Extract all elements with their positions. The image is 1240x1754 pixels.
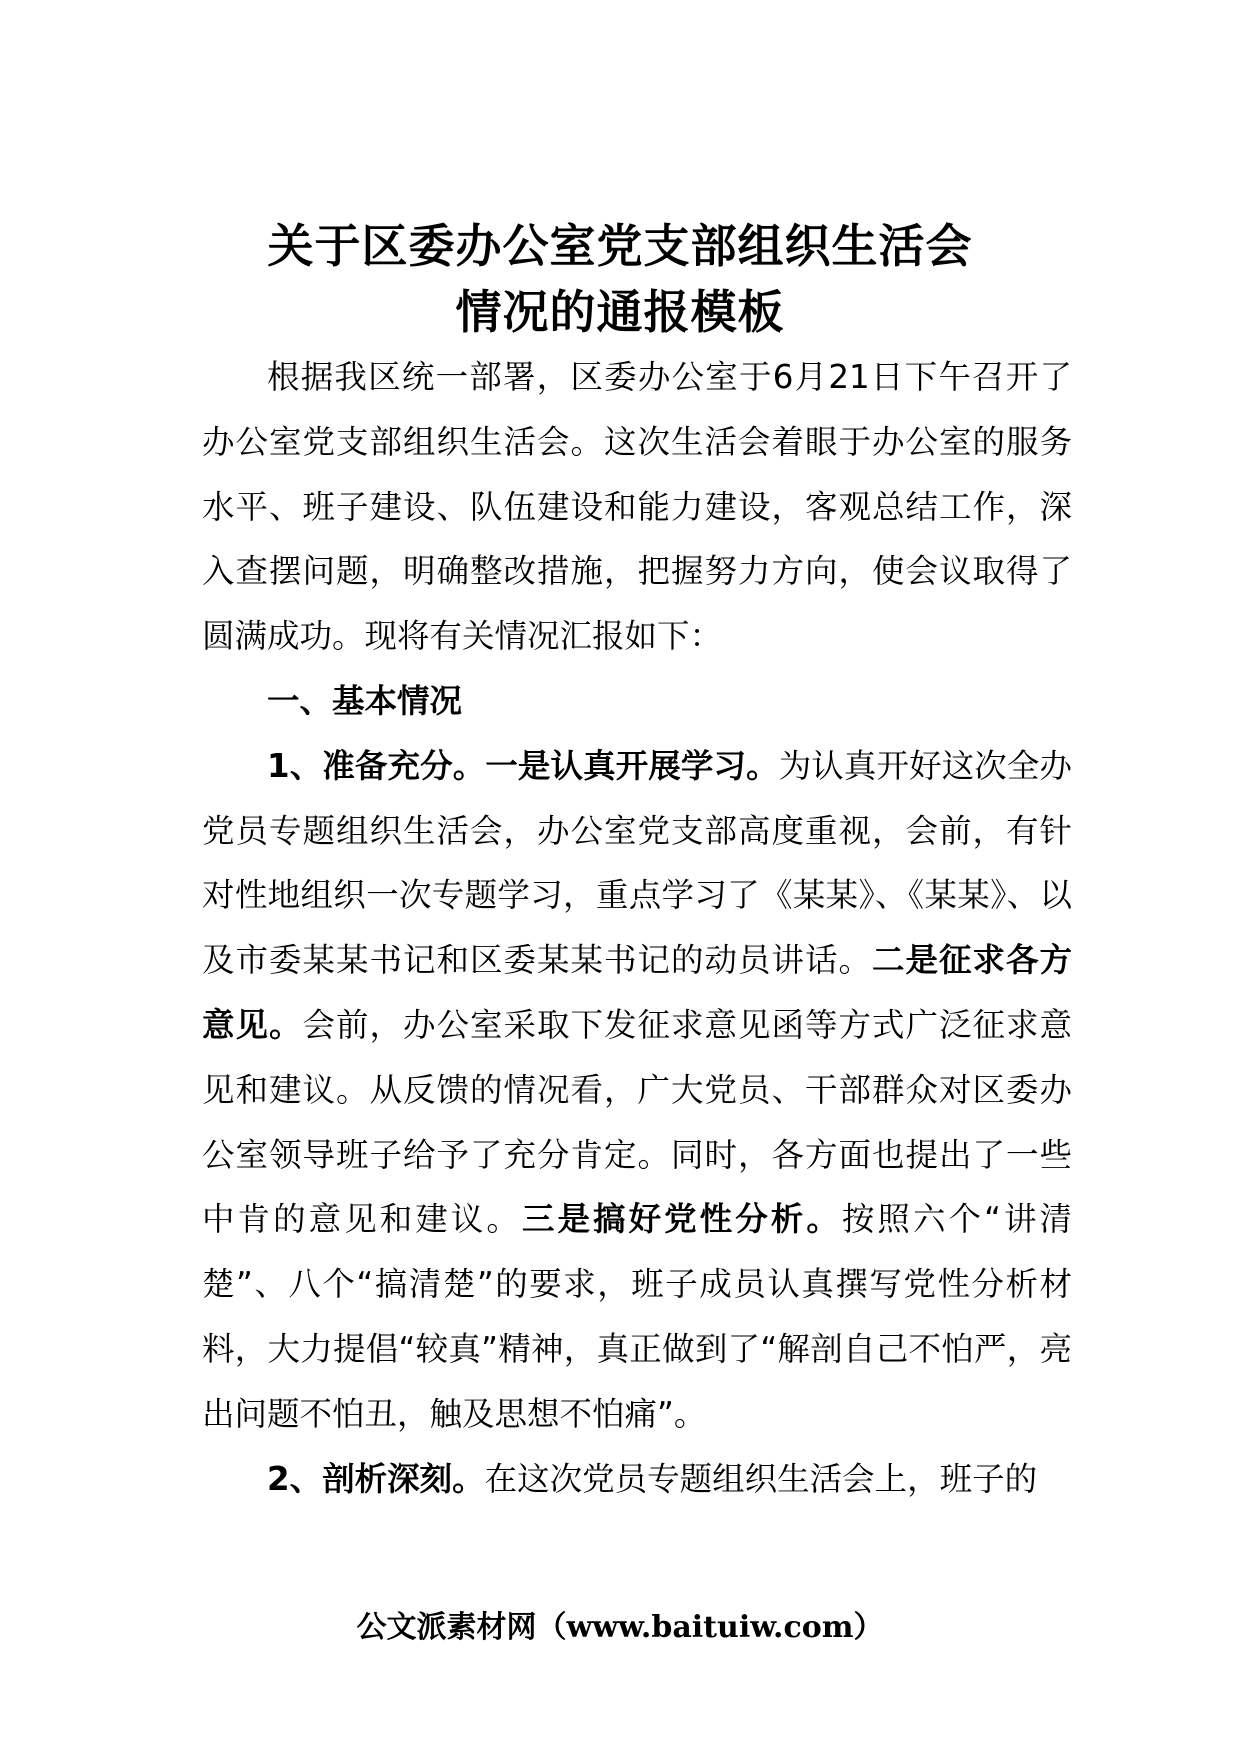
item1-sub2-heading: 二是征求各方意见。: [202, 941, 1072, 1044]
item1-sub1-text: 为认真开好这次全办党员专题组织生活会，办公室党支部高度重视，会前，有针对性地组织一次专题学习，重点学习了《某某》、《某某》、以及市委某某书记和区委某某书记的动员讲话。: [202, 746, 1072, 980]
item1-heading: 1、准备充分。: [267, 746, 486, 785]
item1-paragraph: [202, 734, 1072, 1447]
intro-paragraph: 根据我区统一部署，区委办公室于6月21日下午召开了办公室党支部组织生活会。这次生活会着眼于办公室的服务水平、班子建设、队伍建设和能力建设，客观总结工作，深入查摆问题，明确整改措施，把握努力方向，使会议取得了圆满成功。现将有关情况汇报如下：: [202, 358, 1072, 656]
item2-heading: 2、剖析深刻。: [267, 1459, 485, 1498]
section1-heading: 一、基本情况: [267, 681, 463, 720]
item2-text: 在这次党员专题组织生活会上，班子的: [484, 1459, 1038, 1498]
section-heading: [202, 669, 1072, 734]
item1-sub1-heading: 一是认真开展学习。: [485, 746, 779, 785]
document-body: [202, 345, 1072, 1511]
document-title-line2: 情况的通报模板: [455, 285, 785, 339]
item2-paragraph: [202, 1447, 1072, 1512]
document-title-line1: 关于区委办公室党支部组织生活会: [267, 219, 973, 273]
footer-watermark: 公文派素材网（www.baituiw.com）: [356, 1610, 884, 1645]
item1-sub3-heading: 三是搞好党性分析。: [521, 1200, 842, 1239]
item1-sub2-text: 会前，办公室采取下发征求意见函等方式广泛征求意见和建议。从反馈的情况看，广大党员、干部群众对区委办公室领导班子给予了充分肯定。同时，各方面也提出了一些中肯的意见和建议。: [202, 1005, 1072, 1239]
item1-sub3-text: 按照六个“讲清楚”、八个“搞清楚”的要求，班子成员认真撰写党性分析材料，大力提倡“较真”精神，真正做到了“解剖自己不怕严，亮出问题不怕丑，触及思想不怕痛”。: [202, 1200, 1072, 1433]
